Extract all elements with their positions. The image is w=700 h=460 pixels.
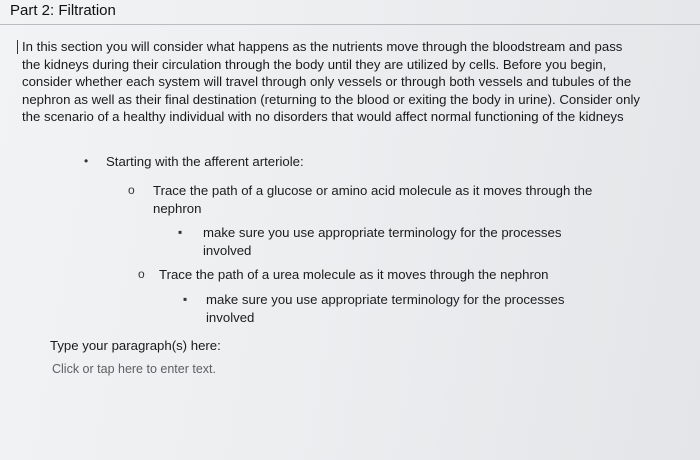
circle-bullet-marker: o <box>138 267 145 281</box>
square-bullet-marker: ▪ <box>178 225 183 239</box>
bullet-text-terminology-a: make sure you use appropriate terminology for the processes involved <box>203 225 562 258</box>
intro-paragraph: In this section you will consider what happens as the nutrients move through the bloodstream and pass the kidneys during their circulation through the body until they are utilized by cells. Before you begin, consider whether each system will travel through only vessels or through both vessels and tubules of the nephron as well as their final destination (returning to the blood or exiting the body in urine). Consider only the scenario of a healthy individual with no disorders that would affect normal functioning of the kidneys <box>22 39 640 124</box>
answer-prompt-label: Type your paragraph(s) here: <box>50 338 221 353</box>
bullet-marker: • <box>84 154 89 168</box>
answer-text-field[interactable]: Click or tap here to enter text. <box>52 362 216 376</box>
bullet-text-urea: Trace the path of a urea molecule as it moves through the nephron <box>159 267 549 282</box>
heading-divider <box>0 24 700 25</box>
bullet-text-glucose: Trace the path of a glucose or amino acid molecule as it moves through the nephron <box>153 183 593 216</box>
bullet-text-afferent-arteriole: Starting with the afferent arteriole: <box>106 154 304 169</box>
text-cursor <box>17 40 18 54</box>
square-bullet-marker: ▪ <box>183 292 188 306</box>
circle-bullet-marker: o <box>128 183 135 197</box>
section-heading: Part 2: Filtration <box>10 2 116 19</box>
bullet-text-terminology-b: make sure you use appropriate terminology for the processes involved <box>206 292 565 325</box>
